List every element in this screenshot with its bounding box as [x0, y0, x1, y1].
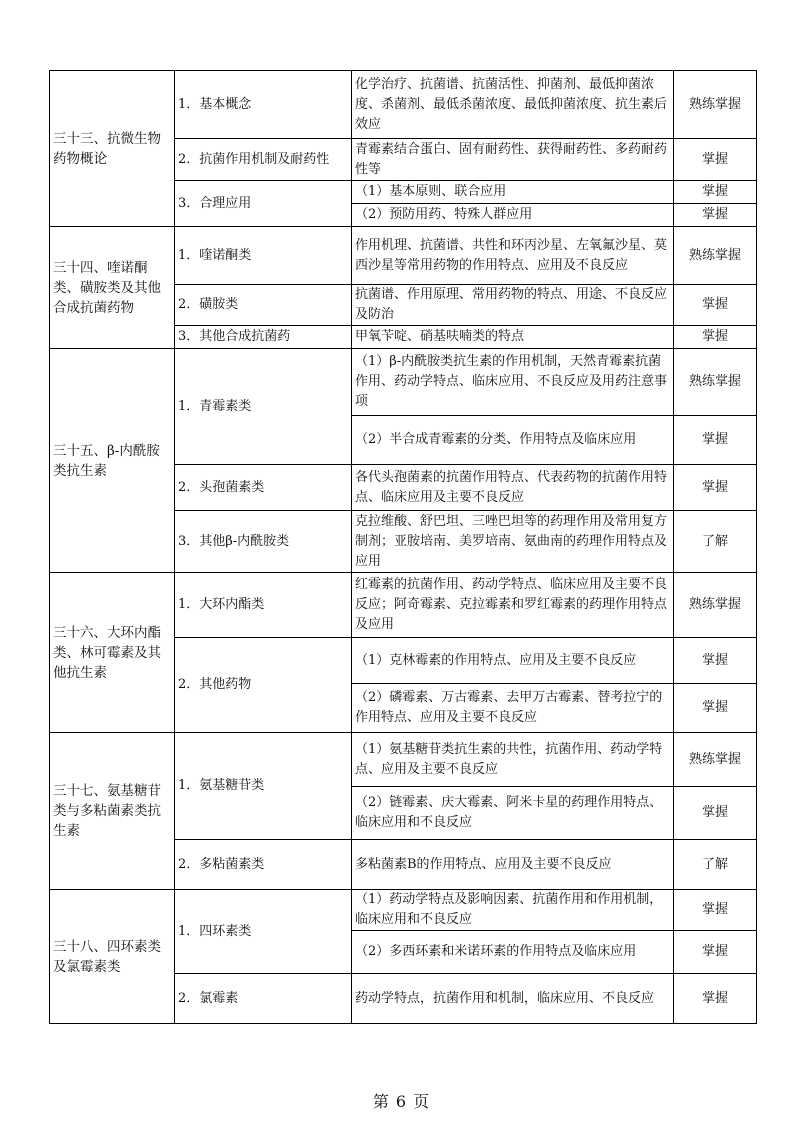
- content-cell: 甲氧苄啶、硝基呋喃类的特点: [352, 326, 674, 349]
- table-row: [50, 890, 757, 931]
- subtopic-label: 2．抗菌作用机制及耐药性: [175, 139, 352, 181]
- section-title: 三十四、喹诺酮类、磺胺类及其他合成抗菌药物: [50, 227, 175, 349]
- syllabus-table-body: [50, 71, 757, 1024]
- content-cell: 多粘菌素B的作用特点、应用及主要不良反应: [352, 840, 674, 890]
- level-cell: 掌握: [674, 465, 757, 511]
- subtopic-label: 2．氯霉素: [175, 974, 352, 1024]
- table-row: [50, 349, 757, 416]
- level-cell: 掌握: [674, 931, 757, 974]
- level-cell: 掌握: [674, 684, 757, 733]
- subtopic-label: 1．基本概念: [175, 71, 352, 139]
- content-cell: （2）多西环素和米诺环素的作用特点及临床应用: [352, 931, 674, 974]
- level-cell: 熟练掌握: [674, 349, 757, 416]
- content-cell: （1）氨基糖苷类抗生素的共性，抗菌作用、药动学特点、应用及主要不良反应: [352, 733, 674, 787]
- subtopic-label: 2．头孢菌素类: [175, 465, 352, 511]
- subtopic-label: 3．其他β-内酰胺类: [175, 511, 352, 573]
- subtopic-label: 1．氨基糖苷类: [175, 733, 352, 840]
- subtopic-label: 1．四环素类: [175, 890, 352, 974]
- subtopic-label: 2．磺胺类: [175, 285, 352, 326]
- level-cell: 掌握: [674, 181, 757, 204]
- level-cell: 掌握: [674, 204, 757, 227]
- content-cell: 抗菌谱、作用原理、常用药物的特点、用途、不良反应及防治: [352, 285, 674, 326]
- level-cell: 掌握: [674, 326, 757, 349]
- section-title: 三十五、β-内酰胺类抗生素: [50, 349, 175, 573]
- content-cell: （2）磷霉素、万古霉素、去甲万古霉素、替考拉宁的作用特点、应用及主要不良反应: [352, 684, 674, 733]
- content-cell: （1）基本原则、联合应用: [352, 181, 674, 204]
- subtopic-label: 3．合理应用: [175, 181, 352, 227]
- level-cell: 掌握: [674, 787, 757, 840]
- level-cell: 了解: [674, 840, 757, 890]
- table-row: [50, 733, 757, 787]
- level-cell: 熟练掌握: [674, 71, 757, 139]
- content-cell: 红霉素的抗菌作用、药动学特点、临床应用及主要不良反应；阿奇霉素、克拉霉素和罗红霉素的药理作用特点及应用: [352, 573, 674, 638]
- subtopic-label: 1．喹诺酮类: [175, 227, 352, 285]
- subtopic-label: 1．青霉素类: [175, 349, 352, 465]
- table-row: [50, 227, 757, 285]
- page-number: 第 6 页: [372, 1092, 431, 1111]
- content-cell: （1）β-内酰胺类抗生素的作用机制，天然青霉素抗菌作用、药动学特点、临床应用、不良反应及用药注意事项: [352, 349, 674, 416]
- content-cell: （2）半合成青霉素的分类、作用特点及临床应用: [352, 416, 674, 465]
- table-row: [50, 573, 757, 638]
- level-cell: 掌握: [674, 139, 757, 181]
- section-title: 三十三、抗微生物药物概论: [50, 71, 175, 227]
- subtopic-label: 3．其他合成抗菌药: [175, 326, 352, 349]
- level-cell: 掌握: [674, 638, 757, 684]
- content-cell: 化学治疗、抗菌谱、抗菌活性、抑菌剂、最低抑菌浓度、杀菌剂、最低杀菌浓度、最低抑菌浓度、抗生素后效应: [352, 71, 674, 139]
- content-cell: （2）预防用药、特殊人群应用: [352, 204, 674, 227]
- level-cell: 掌握: [674, 285, 757, 326]
- section-title: 三十七、氨基糖苷类与多粘菌素类抗生素: [50, 733, 175, 890]
- subtopic-label: 2．多粘菌素类: [175, 840, 352, 890]
- syllabus-table: [49, 70, 757, 1024]
- content-cell: 青霉素结合蛋白、固有耐药性、获得耐药性、多药耐药性等: [352, 139, 674, 181]
- table-row: [50, 71, 757, 139]
- subtopic-label: 1．大环内酯类: [175, 573, 352, 638]
- level-cell: 熟练掌握: [674, 573, 757, 638]
- content-cell: （1）克林霉素的作用特点、应用及主要不良反应: [352, 638, 674, 684]
- level-cell: 熟练掌握: [674, 227, 757, 285]
- level-cell: 熟练掌握: [674, 733, 757, 787]
- content-cell: 药动学特点，抗菌作用和机制，临床应用、不良反应: [352, 974, 674, 1024]
- level-cell: 了解: [674, 511, 757, 573]
- content-cell: 各代头孢菌素的抗菌作用特点、代表药物的抗菌作用特点、临床应用及主要不良反应: [352, 465, 674, 511]
- subtopic-label: 2．其他药物: [175, 638, 352, 733]
- content-cell: （1）药动学特点及影响因素、抗菌作用和作用机制，临床应用和不良反应: [352, 890, 674, 931]
- section-title: 三十六、大环内酯类、林可霉素及其他抗生素: [50, 573, 175, 733]
- content-cell: 作用机理、抗菌谱、共性和环丙沙星、左氧氟沙星、莫西沙星等常用药物的作用特点、应用及不良反应: [352, 227, 674, 285]
- section-title: 三十八、四环素类及氯霉素类: [50, 890, 175, 1024]
- content-cell: （2）链霉素、庆大霉素、阿米卡星的药理作用特点、临床应用和不良反应: [352, 787, 674, 840]
- level-cell: 掌握: [674, 890, 757, 931]
- content-cell: 克拉维酸、舒巴坦、三唑巴坦等的药理作用及常用复方制剂；亚胺培南、美罗培南、氨曲南的药理作用特点及应用: [352, 511, 674, 573]
- level-cell: 掌握: [674, 974, 757, 1024]
- level-cell: 掌握: [674, 416, 757, 465]
